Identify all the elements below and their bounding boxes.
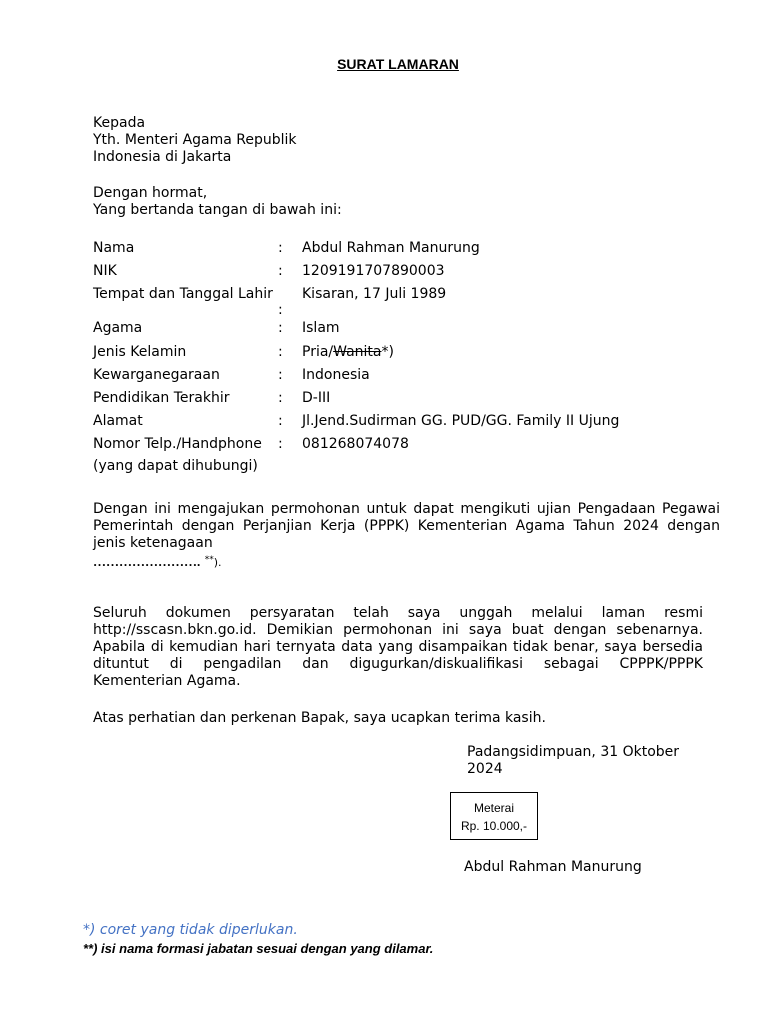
field-value: 1209191707890003 — [302, 263, 445, 279]
field-colon: : — [278, 390, 283, 406]
paragraph-statement — [93, 605, 703, 690]
field-colon: : — [278, 367, 283, 383]
field-value: Indonesia — [302, 367, 370, 383]
recipient-line: Kepada — [93, 115, 146, 131]
closing-line: Atas perhatian dan perkenan Bapak, saya ucapkan terima kasih. — [93, 710, 546, 726]
field-label: NIK — [93, 263, 117, 279]
field-value: 081268074078 — [302, 436, 409, 452]
place-date — [467, 744, 679, 778]
fill-in-dots: ……………………. — [93, 554, 201, 569]
field-colon: : — [278, 302, 283, 318]
field-value — [302, 344, 394, 361]
field-value: Kisaran, 17 Juli 1989 — [302, 286, 447, 302]
footnote-strike-note: *) coret yang tidak diperlukan. — [83, 922, 298, 938]
field-label: Nomor Telp./Handphone — [93, 436, 262, 452]
field-label: Pendidikan Terakhir — [93, 390, 230, 406]
field-value: D-III — [302, 390, 331, 406]
recipient-line: Indonesia di Jakarta — [93, 149, 232, 165]
field-colon: : — [278, 240, 283, 256]
signer-name: Abdul Rahman Manurung — [464, 859, 642, 875]
gender-option-struck: Wanita — [333, 344, 382, 360]
paragraph-line: dituntut di pengadilan dan digugurkan/diskualifikasi sebagai CPPPK/PPPK — [93, 656, 703, 672]
footnote-formation-note: **) isi nama formasi jabatan sesuai dengan yang dilamar. — [83, 941, 434, 956]
paragraph-line: Seluruh dokumen persyaratan telah saya unggah melalui laman resmi — [93, 605, 703, 621]
paragraph-line: http://sscasn.bkn.go.id. Demikian permohonan ini saya buat dengan sebenarnya. — [93, 622, 703, 638]
document-title: SURAT LAMARAN — [337, 56, 459, 72]
meterai-label: Meterai — [473, 801, 514, 815]
paragraph-line: Pemerintah dengan Perjanjian Kerja (PPPK) Kementerian Agama Tahun 2024 dengan — [93, 518, 720, 534]
footnote-mark: *) — [381, 344, 394, 360]
place-date-line: 2024 — [467, 761, 503, 777]
paragraph-end: ). — [213, 556, 222, 569]
paragraph-line: jenis ketenagaan — [93, 535, 213, 551]
meterai-amount: Rp. 10.000,- — [460, 819, 528, 833]
field-label: Alamat — [93, 413, 143, 429]
field-label-note: (yang dapat dihubungi) — [93, 458, 258, 474]
paragraph-line: Kementerian Agama. — [93, 673, 241, 689]
field-colon: : — [278, 436, 283, 452]
recipient-line: Yth. Menteri Agama Republik — [93, 132, 297, 148]
field-colon: : — [278, 320, 283, 336]
field-value: Jl.Jend.Sudirman GG. PUD/GG. Family II Ujung — [302, 413, 620, 429]
field-colon: : — [278, 263, 283, 279]
paragraph-line: Dengan ini mengajukan permohonan untuk dapat mengikuti ujian Pengadaan Pegawai — [93, 501, 720, 517]
salutation-block — [93, 185, 342, 219]
field-label: Kewarganegaraan — [93, 367, 220, 383]
field-label: Nama — [93, 240, 135, 256]
paragraph-application — [93, 501, 720, 571]
footnote-mark: ** — [204, 555, 214, 565]
field-label: Jenis Kelamin — [93, 344, 187, 360]
field-value: Islam — [302, 320, 340, 336]
paragraph-line-dots — [93, 552, 720, 571]
field-label: Tempat dan Tanggal Lahir — [93, 286, 273, 302]
paragraph-line: Apabila di kemudian hari ternyata data yang disampaikan tidak benar, saya bersedia — [93, 639, 703, 655]
recipient-block — [93, 115, 297, 166]
gender-option: Pria/ — [302, 344, 334, 360]
field-value: Abdul Rahman Manurung — [302, 240, 480, 256]
place-date-line: Padangsidimpuan, 31 Oktober — [467, 744, 680, 760]
field-colon: : — [278, 413, 283, 429]
salutation-line: Yang bertanda tangan di bawah ini: — [93, 202, 342, 218]
field-colon: : — [278, 344, 283, 360]
field-label: Agama — [93, 320, 143, 336]
salutation-line: Dengan hormat, — [93, 185, 208, 201]
meterai-box — [450, 792, 538, 840]
